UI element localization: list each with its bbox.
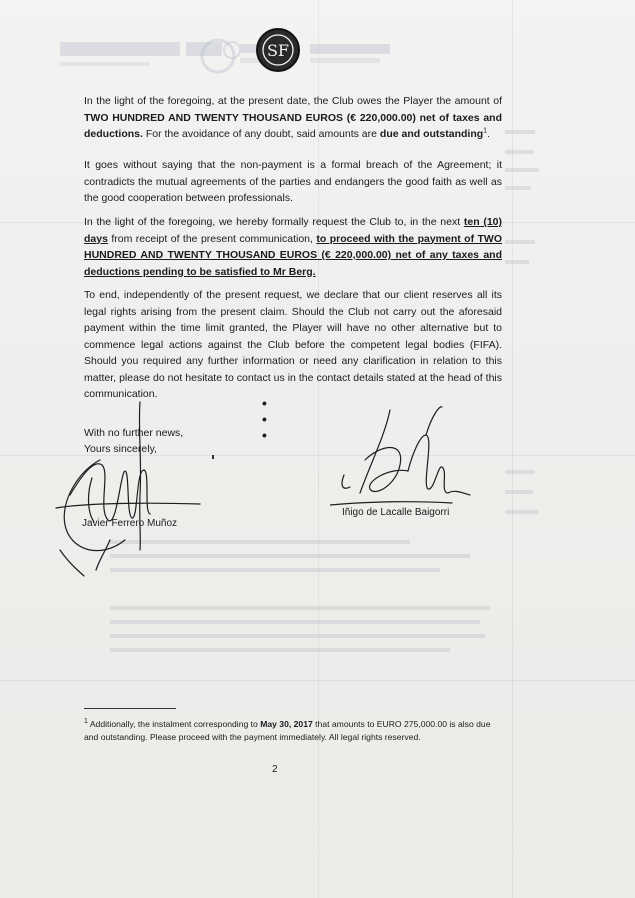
paragraph-payment-request — [84, 214, 502, 280]
signatory-left-name: Javier Ferrero Muñoz — [82, 518, 178, 529]
text: . — [487, 128, 490, 140]
footnote — [84, 718, 504, 744]
bleed-through-text — [110, 540, 500, 670]
ink-mark — [212, 455, 214, 459]
closing — [84, 425, 183, 457]
paragraph-amount-owed — [84, 93, 502, 143]
bleed-through-text — [505, 120, 545, 680]
signatory-right-name: Iñigo de Lacalle Baigorri — [342, 507, 450, 518]
closing-line-2: Yours sincerely, — [84, 443, 157, 455]
text: from receipt of the present communication, — [107, 232, 317, 245]
paragraph-legal-rights: To end, independently of the present request, we declare that our client reserves all its legal rights arising from the present claim. Should the Club not carry out the aforesaid payment within the time limit granted, the Player will have no other alternative but to commence legal actions against the Club before the competent legal bodies (FIFA). Should you required any further information or need any clarification in relation to this matter, please do not hesitate to contact us in the contact details stated at the head of this communication. — [84, 289, 502, 400]
letterhead-bleed-through — [60, 36, 240, 76]
paper-crease — [512, 0, 513, 898]
underlined-text: ten (10) days — [84, 216, 502, 245]
bold-text: due and outstanding — [379, 128, 484, 140]
underlined-text: to proceed with the payment of TWO HUNDRED AND TWENTY THOUSAND EUROS (€ 220,000.00) net of any taxes and deductions pending to be satisfied to Mr Berg. — [84, 232, 503, 278]
text: For the avoidance of any doubt, said amounts are — [142, 128, 380, 140]
text: that amounts to EURO 275,000.00 is also due and outstanding. Please proceed with the payment immediately. All legal rights reserved. — [84, 719, 491, 742]
text: In the light of the foregoing, at the present date, the Club owes the Player the amount of — [84, 95, 502, 107]
text: In the light of the foregoing, we hereby formally request the Club to, in the next — [84, 216, 464, 228]
closing-line-1: With no further news, — [84, 427, 184, 439]
footnote-divider — [84, 708, 176, 709]
text: Additionally, the instalment corresponding to — [87, 719, 261, 729]
page-number: 2 — [272, 764, 278, 775]
sf-logo-icon — [256, 28, 300, 72]
section-separator: • • • — [262, 395, 289, 443]
paragraph-breach: It goes without saying that the non-payment is a formal breach of the Agreement; it contradicts the mutual agreements of the parties and endangers the good faith as well as the good cooperation between professionals. — [84, 159, 502, 204]
letterhead-bleed-through — [310, 36, 400, 80]
logo-monogram: SF — [266, 41, 290, 60]
bold-text: TWO HUNDRED AND TWENTY THOUSAND EUROS (€ 220,000.00) net of taxes and deductions. — [84, 111, 502, 140]
signature-right — [330, 405, 480, 515]
footnote-number: 1 — [84, 718, 88, 726]
footnote-ref: 1 — [483, 127, 488, 135]
paper-crease — [0, 680, 635, 681]
bold-text: May 30, 2017 — [260, 719, 313, 729]
